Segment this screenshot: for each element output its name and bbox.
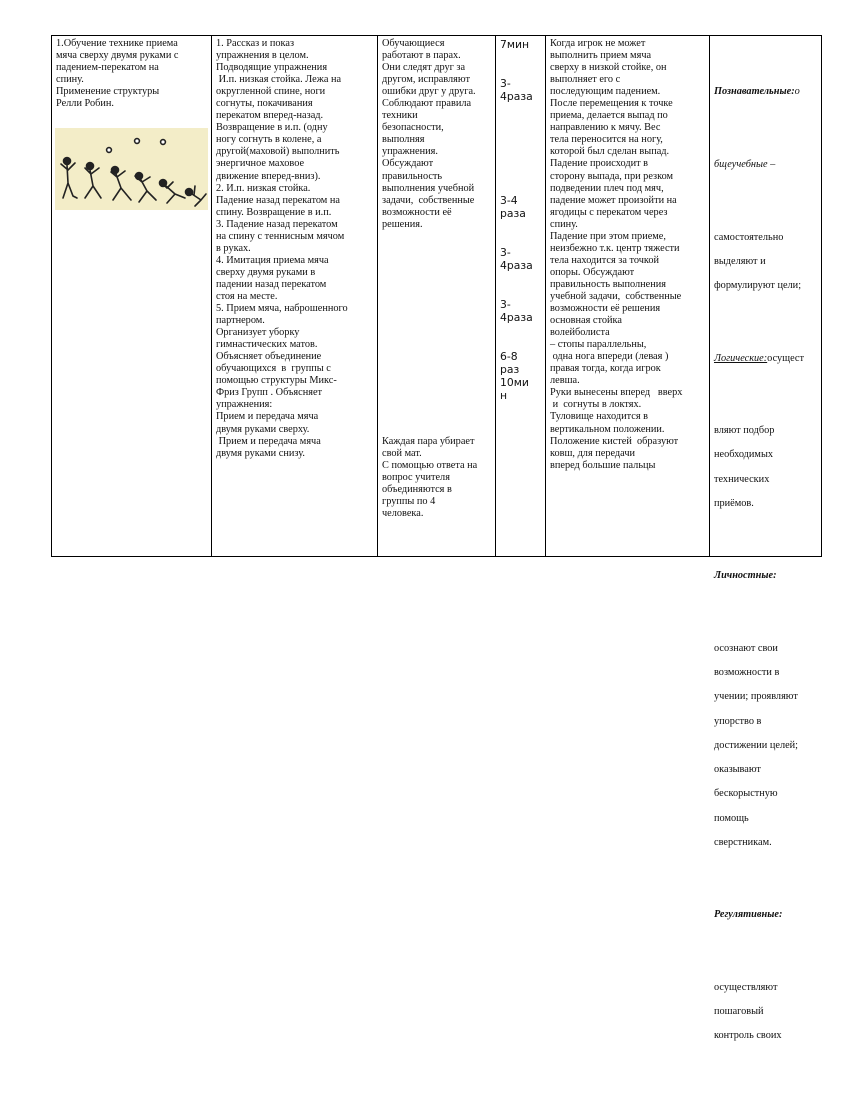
text-line: правильность (382, 170, 443, 182)
column-task (52, 36, 212, 556)
text-line: мяча сверху двумя руками с (56, 50, 179, 62)
text-line: ошибки друг у друга. (382, 86, 476, 98)
text-line: Когда игрок не может (550, 38, 646, 49)
text-line: сверстникам. (714, 836, 772, 848)
text-line (382, 315, 492, 327)
text-line: контроль своих (714, 1030, 782, 1042)
text-line: Прием и передача мяча (216, 435, 321, 447)
text-line: последующим падением. (550, 86, 661, 98)
text-line: человека. (382, 507, 424, 519)
text-line: объединяются в (382, 483, 452, 495)
text-line: 4раза (500, 90, 533, 103)
column-teacher-activity (212, 36, 378, 556)
text-line (500, 272, 542, 285)
text-line: энергичное маховое (216, 158, 305, 170)
text-line (500, 116, 542, 129)
text-line: и согнуты в локтях. (550, 399, 642, 411)
text-line: сверху в низкой стойке, он (550, 62, 667, 74)
uud-text (714, 32, 820, 1097)
column-guidelines (546, 36, 710, 556)
text-line (382, 375, 492, 387)
text-line: раза (500, 207, 526, 220)
text-line (500, 285, 542, 298)
text-line: спину. (550, 218, 578, 230)
student-activity-text (382, 38, 492, 520)
text-line: выполняет его с (550, 74, 621, 86)
text-line: Соблюдают правила (382, 98, 472, 110)
text-line: левша. (550, 375, 580, 387)
text-line (382, 339, 492, 351)
text-line (500, 168, 542, 181)
text-line: группы по 4 (382, 495, 436, 507)
text-line: приёмов. (714, 497, 754, 509)
text-line: одна нога впереди (левая ) (550, 351, 669, 363)
text-line: технических (714, 473, 770, 485)
text-line: 3- (500, 246, 511, 259)
cognitive-dash: – (767, 159, 776, 171)
text-line: выполнить прием мяча (550, 50, 652, 62)
text-line: Фриз Групп . Объясняет (216, 387, 323, 399)
text-line: выделяют и (714, 255, 766, 267)
text-line: раз (500, 363, 520, 376)
column-uud (710, 36, 823, 1042)
text-line: упорство в (714, 715, 762, 727)
text-line: в руках. (216, 242, 251, 254)
text-line: пошаговый (714, 1006, 764, 1018)
regulative-label: Регулятивные: (714, 909, 783, 921)
text-line: Обсуждают (382, 158, 434, 170)
text-line (382, 255, 492, 267)
text-line: 3. Падение назад перекатом (216, 218, 338, 230)
text-line: Они следят друг за (382, 62, 466, 74)
text-line: н (500, 389, 508, 402)
text-line: согнуты, покачивания (216, 98, 313, 110)
text-line: 4раза (500, 259, 533, 272)
text-line: приема, делается выпад по (550, 110, 668, 122)
teacher-activity-text (216, 38, 374, 460)
text-line: возможности её (382, 206, 452, 218)
text-line: падении назад перекатом (216, 278, 327, 290)
text-line: выполняя (382, 134, 425, 146)
text-line (500, 129, 542, 142)
text-line: на спину с теннисным мячом (216, 230, 345, 242)
text-line (500, 155, 542, 168)
text-line: помощь (714, 812, 749, 824)
text-line (500, 233, 542, 246)
text-line: 6-8 (500, 350, 518, 363)
text-line: Применение структуры (56, 86, 160, 98)
text-line: вертикальном положении. (550, 423, 665, 435)
text-line (500, 103, 542, 116)
text-line: другой(маховой) выполнить (216, 146, 340, 158)
text-line: формулируют цели; (714, 280, 802, 292)
text-line: неизбежно т.к. центр тяжести (550, 242, 680, 254)
text-line: 4. Имитация приема мяча (216, 254, 329, 266)
text-line: Объясняет объединение (216, 351, 322, 363)
text-line: ногу согнуть в колене, а (216, 134, 322, 146)
personal-label: Личностные: (714, 570, 777, 582)
text-line (382, 327, 492, 339)
text-line: гимнастических матов. (216, 339, 318, 351)
text-line: тела переносится на ногу, (550, 134, 663, 146)
column-student-activity (378, 36, 496, 556)
text-line: которой был сделан выпад. (550, 146, 670, 158)
text-line: Падение происходит в (550, 158, 649, 170)
text-line (382, 243, 492, 255)
text-line: свой мат. (382, 447, 422, 459)
text-line: Положение кистей образуют (550, 435, 679, 447)
text-line: помощью структуры Микс- (216, 375, 337, 387)
text-line: оказывают (714, 764, 761, 776)
text-line: И.п. низкая стойка. Лежа на (216, 74, 342, 86)
text-line (382, 424, 492, 436)
text-line: округленной спине, ноги (216, 86, 326, 98)
text-line: возможности в (714, 667, 780, 679)
text-line: учении; проявляют (714, 691, 798, 703)
text-line: 3- (500, 298, 511, 311)
text-line: техники (382, 110, 418, 122)
text-line: Возвращение в и.п. (одну (216, 122, 328, 134)
text-line (382, 351, 492, 363)
text-line: Прием и передача мяча (216, 411, 319, 423)
volleyball-fall-illustration (55, 128, 208, 210)
text-line: упражнения: (216, 399, 273, 411)
text-line: упражнения. (382, 146, 438, 158)
text-line (500, 181, 542, 194)
text-line: волейболиста (550, 327, 610, 339)
text-line: сторону выпада, при резком (550, 170, 674, 182)
text-line: 5. Прием мяча, наброшенного (216, 303, 348, 315)
task-text (56, 38, 208, 110)
text-line: опоры. Обсуждают (550, 266, 635, 278)
text-line: безопасности, (382, 122, 444, 134)
text-line: 4раза (500, 311, 533, 324)
text-line (500, 220, 542, 233)
text-line: бескорыстную (714, 788, 778, 800)
guidelines-text (550, 38, 706, 472)
text-line (500, 64, 542, 77)
text-line: 7мин (500, 38, 530, 51)
text-line: падением-перекатом на (56, 62, 159, 74)
text-line: вперед большие пальцы (550, 459, 656, 471)
text-line (382, 399, 492, 411)
text-line (382, 267, 492, 279)
text-line (382, 303, 492, 315)
text-line: Организует уборку (216, 327, 300, 339)
text-line: партнером. (216, 315, 265, 327)
text-line: Туловище находится в (550, 411, 649, 423)
text-line: правильность выполнения (550, 278, 666, 290)
text-line (500, 337, 542, 350)
text-line: Падение назад перекатом на (216, 194, 340, 206)
column-dosage (496, 36, 546, 556)
text-line: спину. Возвращение в и.п. (216, 206, 332, 218)
logical-label: Логические: (714, 352, 768, 364)
text-line: Релли Робин. (56, 98, 114, 110)
text-line (500, 142, 542, 155)
lesson-table (51, 35, 822, 1042)
text-line: стоя на месте. (216, 290, 278, 302)
text-line (382, 363, 492, 375)
text-line: вляют подбор (714, 425, 775, 437)
text-line: вопрос учителя (382, 471, 450, 483)
text-line: движение вперед-вниз). (216, 170, 321, 182)
text-line: направлению к мячу. Вес (550, 122, 661, 134)
text-line: Обучающиеся (382, 38, 445, 49)
text-line: 3- (500, 77, 511, 90)
text-line: другом, исправляют (382, 74, 470, 86)
text-line (500, 51, 542, 64)
text-line: правая тогда, когда игрок (550, 363, 661, 375)
logical-rest: осущест (767, 352, 804, 364)
text-line: 10ми (500, 376, 529, 389)
text-line: выполнения учебной (382, 182, 475, 194)
text-line: – стопы параллельны, (550, 339, 647, 351)
text-line: учебной задачи, собственные (550, 290, 682, 302)
text-line: осознают свои (714, 643, 778, 655)
text-line: 1. Рассказ и показ (216, 38, 295, 49)
cognitive-cont: о (794, 86, 800, 98)
text-line: сверху двумя руками в (216, 266, 316, 278)
text-line: ковш, для передачи (550, 447, 636, 459)
text-line: подведении плеч под мяч, (550, 182, 664, 194)
text-line: достижении целей; (714, 739, 799, 751)
text-line: Руки вынесены вперед вверх (550, 387, 683, 399)
text-line: спину. (56, 74, 84, 86)
text-line: ягодицы с перекатом через (550, 206, 668, 218)
text-line: Падение при этом приеме, (550, 230, 666, 242)
text-line: падение может произойти на (550, 194, 677, 206)
cognitive-label: Познавательные: (714, 86, 795, 98)
text-line: двумя руками снизу. (216, 447, 305, 459)
text-line: необходимых (714, 449, 774, 461)
text-line: двумя руками сверху. (216, 423, 310, 435)
text-line: 1.Обучение технике приема (56, 38, 178, 49)
text-line (382, 231, 492, 243)
text-line: Подводящие упражнения (216, 62, 328, 74)
text-line: возможности её решения (550, 303, 661, 315)
text-line (382, 291, 492, 303)
text-line: работают в парах. (382, 50, 461, 62)
text-line: основная стойка (550, 315, 622, 327)
text-line: самостоятельно (714, 231, 784, 243)
text-line (500, 324, 542, 337)
text-line: Каждая пара убирает (382, 435, 475, 447)
text-line: С помощью ответа на (382, 459, 478, 471)
text-line: обучающихся в группы с (216, 363, 331, 375)
text-line: упражнения в целом. (216, 50, 309, 62)
text-line: 2. И.п. низкая стойка. (216, 182, 311, 194)
text-line: тела находится за точкой (550, 254, 660, 266)
cognitive-general: бщеучебные (714, 159, 768, 171)
text-line: решения. (382, 218, 423, 230)
dosage-text (500, 38, 542, 402)
text-line: После перемещения к точке (550, 98, 673, 110)
text-line: задачи, собственные (382, 194, 475, 206)
text-line: 3-4 (500, 194, 518, 207)
text-line (382, 279, 492, 291)
text-line: перекатом вперед-назад. (216, 110, 324, 122)
text-line (382, 387, 492, 399)
text-line: осуществляют (714, 981, 778, 993)
text-line (382, 411, 492, 423)
